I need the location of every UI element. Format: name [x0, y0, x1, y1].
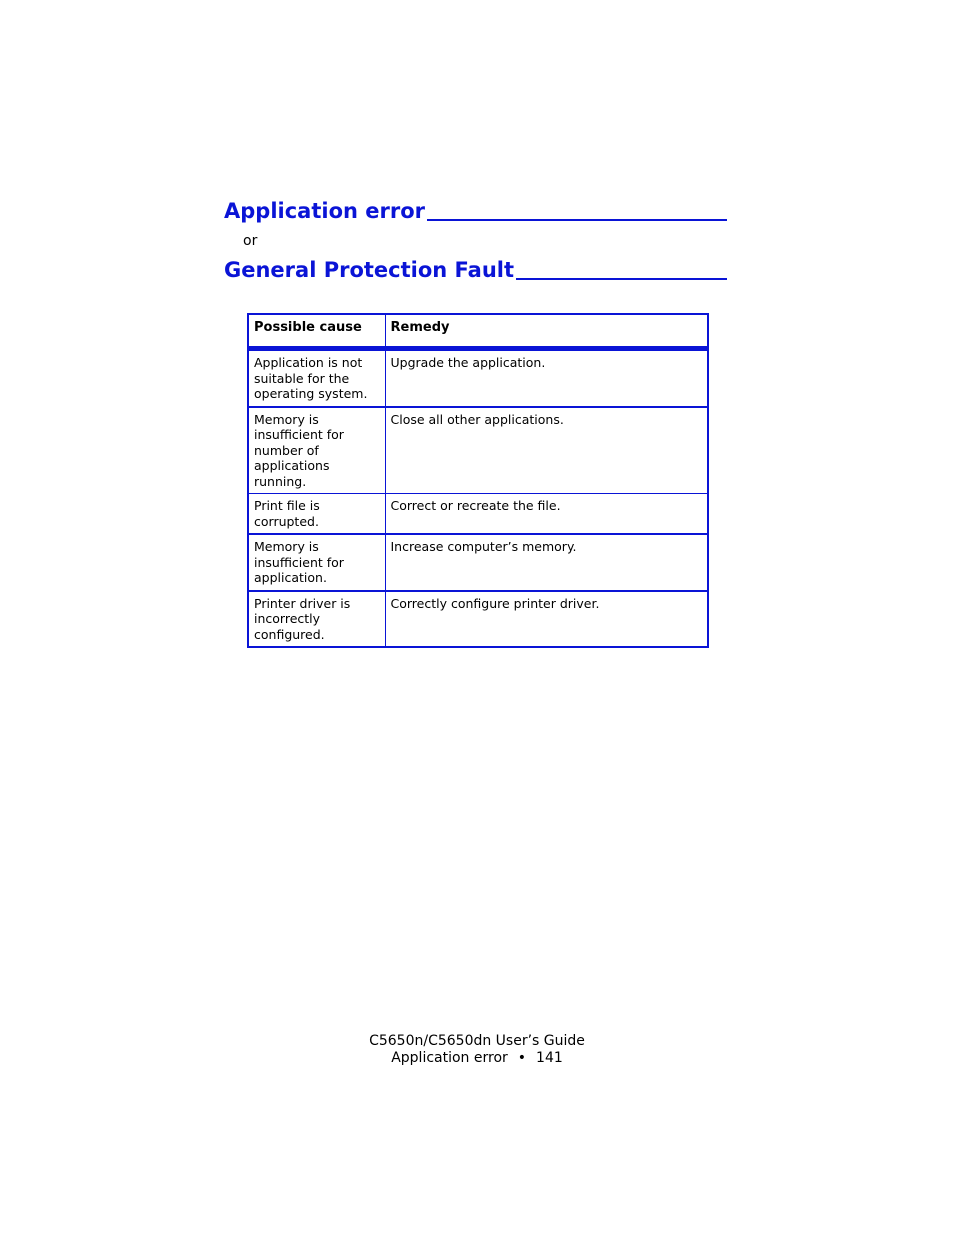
footer-page-info [0, 1050, 954, 1067]
heading-general-protection-fault [224, 257, 727, 283]
footer-section: Application error [391, 1050, 508, 1066]
heading-application-error [224, 198, 727, 224]
heading-application-error-text: Application error [224, 199, 425, 223]
remedy-cell: Increase computer’s memory. [385, 534, 708, 591]
causes-remedies-table [247, 313, 709, 648]
table-row [248, 407, 708, 494]
heading-general-protection-fault-text: General Protection Fault [224, 258, 515, 282]
heading-rule [516, 278, 727, 280]
cause-cell: Application is not suitable for the operating system. [248, 349, 385, 407]
cause-cell: Memory is insufficient for application. [248, 534, 385, 591]
table-header-row [248, 314, 708, 349]
remedy-cell: Upgrade the application. [390, 355, 546, 370]
table-row [248, 494, 708, 535]
table-row [248, 591, 708, 648]
header-remedy: Remedy [385, 314, 708, 349]
page-number: 141 [536, 1050, 563, 1066]
or-connector: or [243, 233, 258, 249]
footer-bullet: • [517, 1050, 527, 1066]
table-row [248, 349, 708, 407]
header-possible-cause: Possible cause [248, 314, 385, 349]
table-row [248, 534, 708, 591]
cause-cell: Printer driver is incorrectly configured. [248, 591, 385, 648]
cause-cell: Print file is corrupted. [248, 494, 385, 535]
remedy-cell: Correctly configure printer driver. [385, 591, 708, 648]
heading-rule [427, 219, 727, 221]
remedy-cell: Correct or recreate the file. [385, 494, 708, 535]
remedy-cell: Close all other applications. [385, 407, 708, 494]
footer-guide-title: C5650n/C5650dn User’s Guide [369, 1033, 585, 1049]
cause-cell: Memory is insufficient for number of applications running. [248, 407, 385, 494]
